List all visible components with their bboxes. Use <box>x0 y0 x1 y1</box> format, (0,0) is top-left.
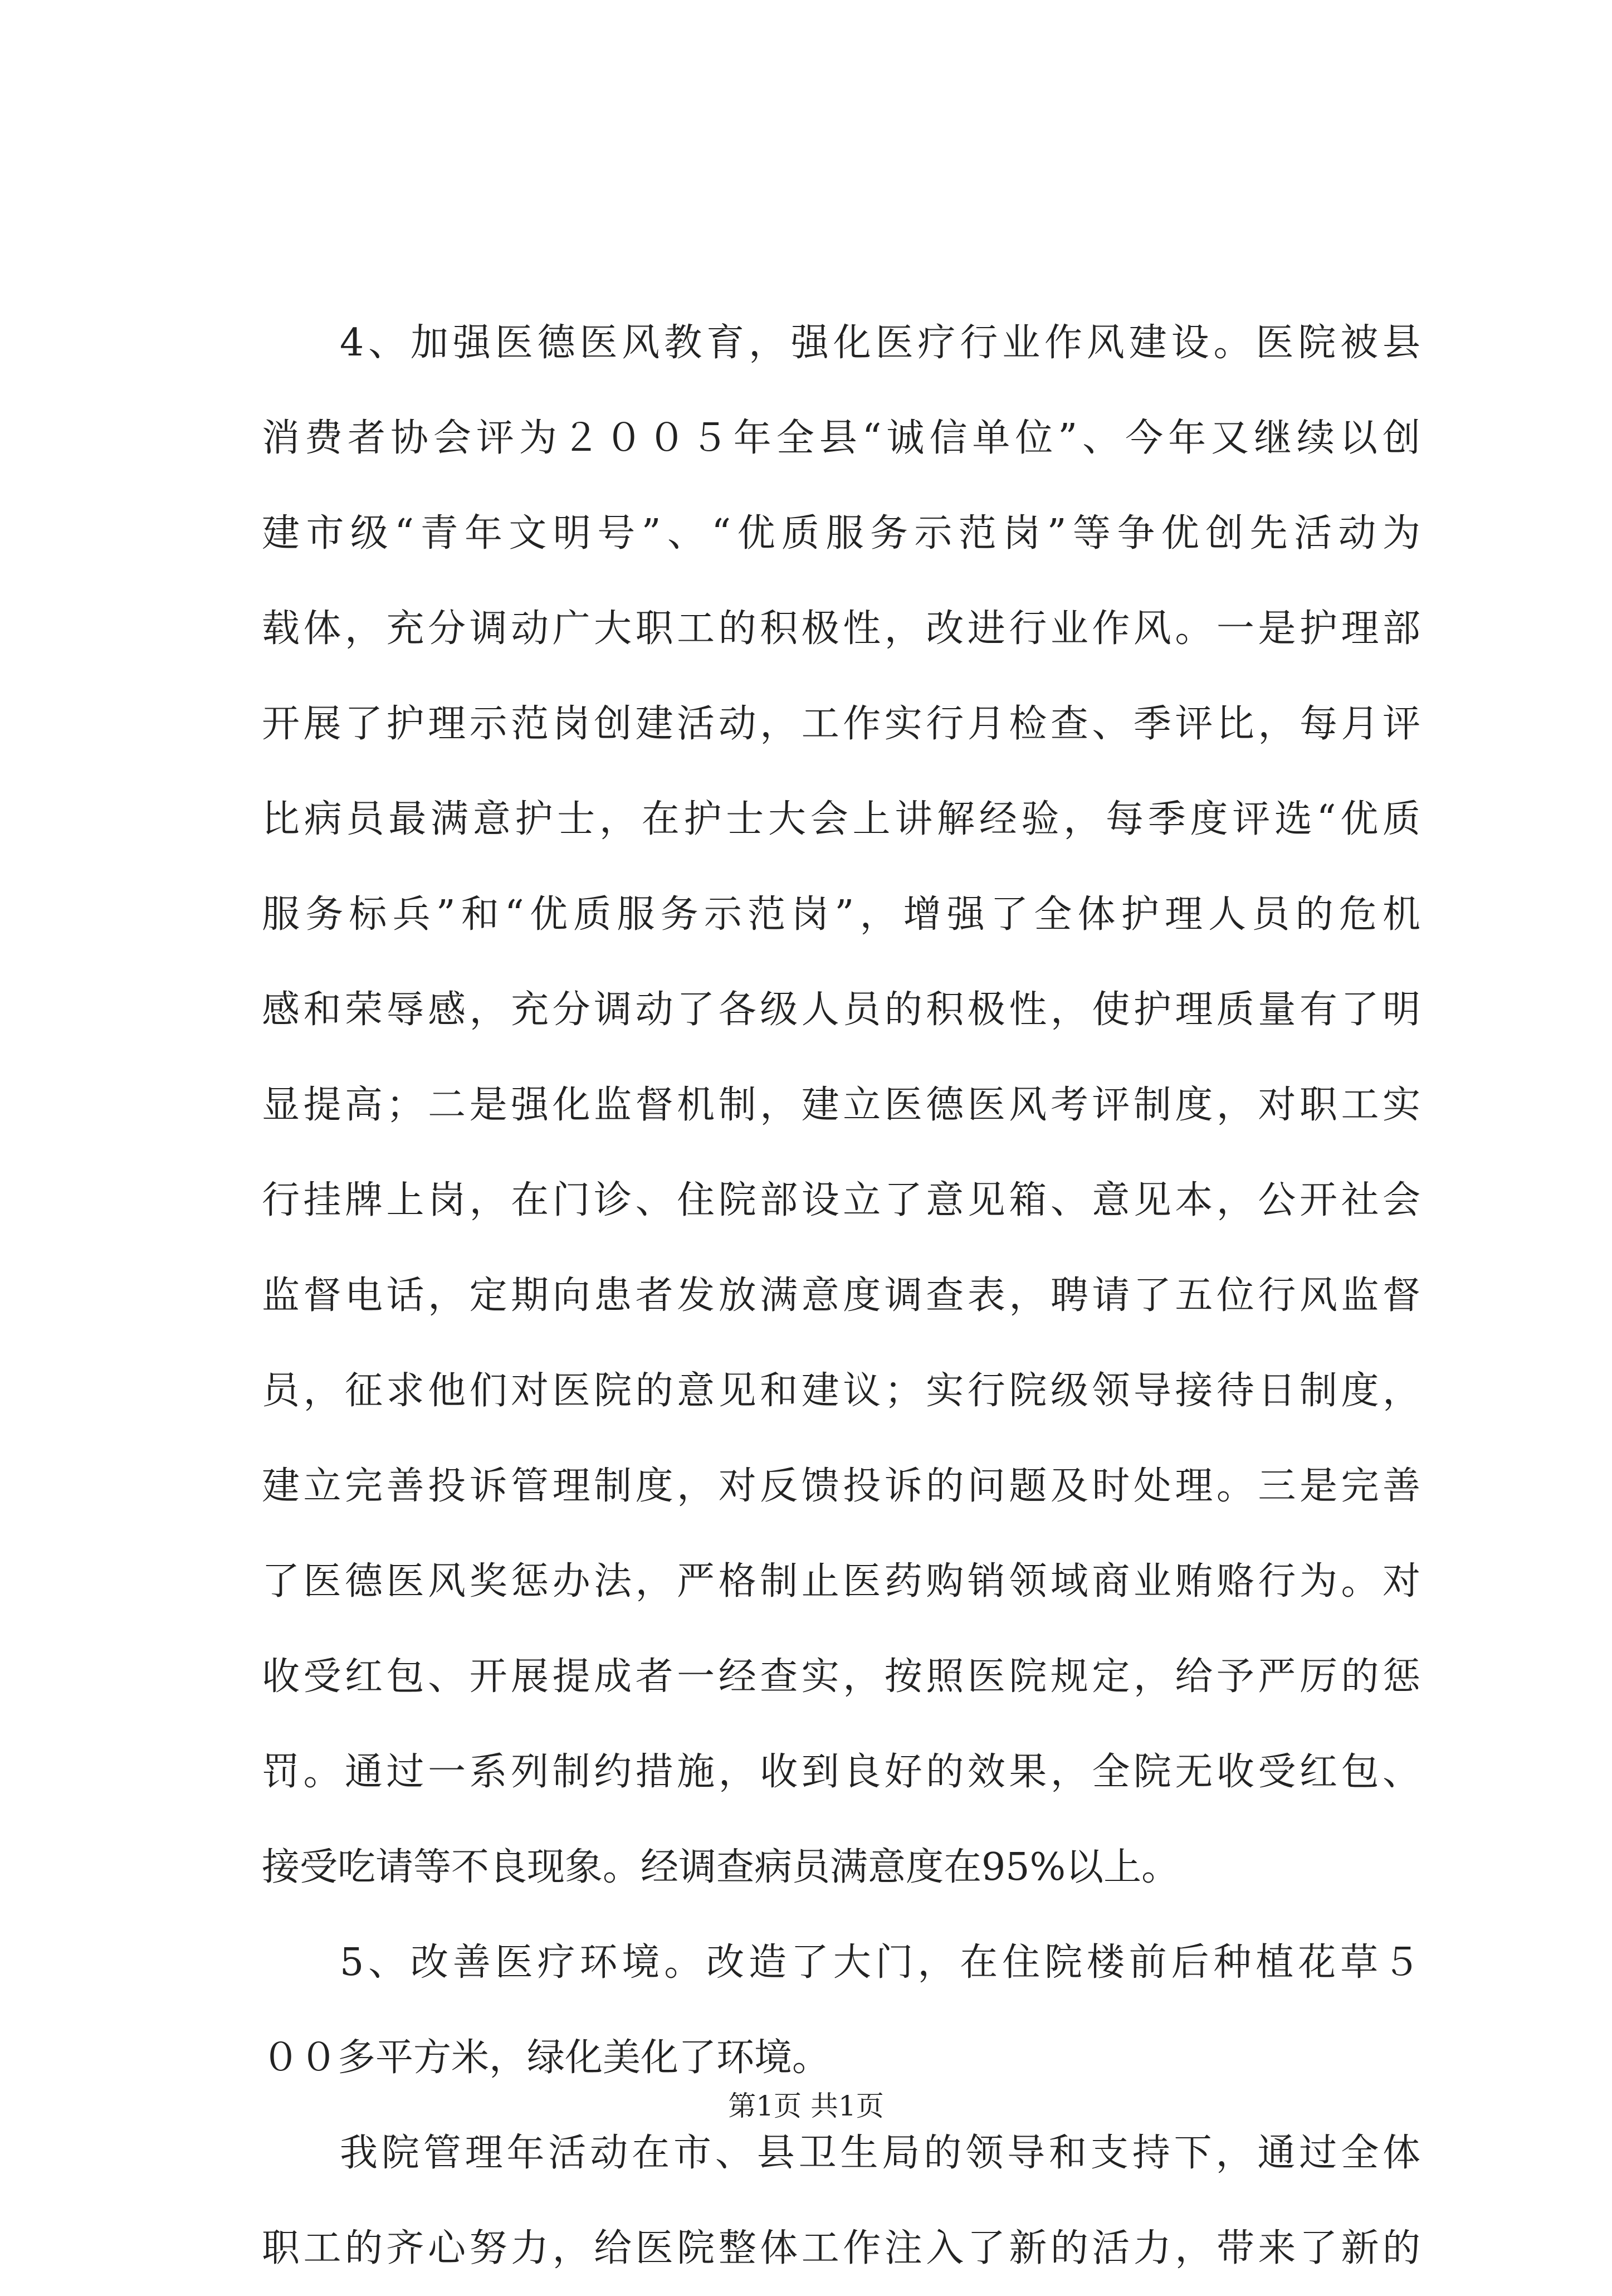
text-line: 感和荣辱感，充分调动了各级人员的积极性，使护理质量有了明 <box>262 988 1420 1032</box>
text-line: 建市级“青年文明号”、“优质服务示范岗”等争优创先活动为 <box>262 511 1420 555</box>
text-line: 行挂牌上岗，在门诊、住院部设立了意见箱、意见本，公开社会 <box>262 1178 1420 1222</box>
text-line: 监督电话，定期向患者发放满意度调查表，聘请了五位行风监督 <box>262 1274 1420 1318</box>
document-body <box>262 295 1420 2296</box>
text-line: 接受吃请等不良现象。经调查病员满意度在95%以上。 <box>262 1845 1180 1889</box>
text-line: 了医德医风奖惩办法，严格制止医药购销领域商业贿赂行为。对 <box>262 1559 1420 1603</box>
text-line: 开展了护理示范岗创建活动，工作实行月检查、季评比，每月评 <box>262 702 1420 746</box>
paragraph <box>262 2105 1420 2296</box>
page-footer: 第1页 共1页 <box>728 2090 884 2122</box>
text-line: 服务标兵”和“优质服务示范岗”，增强了全体护理人员的危机 <box>262 893 1420 937</box>
text-line: 消费者协会评为２００５年全县“诚信单位”、今年又继续以创 <box>262 416 1420 460</box>
paragraph <box>262 1915 1420 2105</box>
text-line: 4、加强医德医风教育，强化医疗行业作风建设。医院被县 <box>340 321 1420 365</box>
text-line: 5、改善医疗环境。改造了大门，在住院楼前后种植花草５ <box>340 1941 1420 1985</box>
text-line: ００多平方米，绿化美化了环境。 <box>262 2036 831 2080</box>
text-line: 显提高；二是强化监督机制，建立医德医风考评制度，对职工实 <box>262 1083 1420 1127</box>
paragraph <box>262 295 1420 1915</box>
text-line: 职工的齐心努力，给医院整体工作注入了新的活力，带来了新的 <box>262 2226 1420 2270</box>
text-line: 员，征求他们对医院的意见和建议；实行院级领导接待日制度， <box>262 1369 1420 1413</box>
text-line: 罚。通过一系列制约措施，收到良好的效果，全院无收受红包、 <box>262 1750 1420 1794</box>
text-line: 建立完善投诉管理制度，对反馈投诉的问题及时处理。三是完善 <box>262 1464 1420 1508</box>
text-line: 收受红包、开展提成者一经查实，按照医院规定，给予严厉的惩 <box>262 1655 1420 1699</box>
text-line: 比病员最满意护士，在护士大会上讲解经验，每季度评选“优质 <box>262 797 1420 841</box>
text-line: 载体，充分调动广大职工的积极性，改进行业作风。一是护理部 <box>262 607 1420 651</box>
text-line: 我院管理年活动在市、县卫生局的领导和支持下，通过全体 <box>340 2131 1420 2175</box>
